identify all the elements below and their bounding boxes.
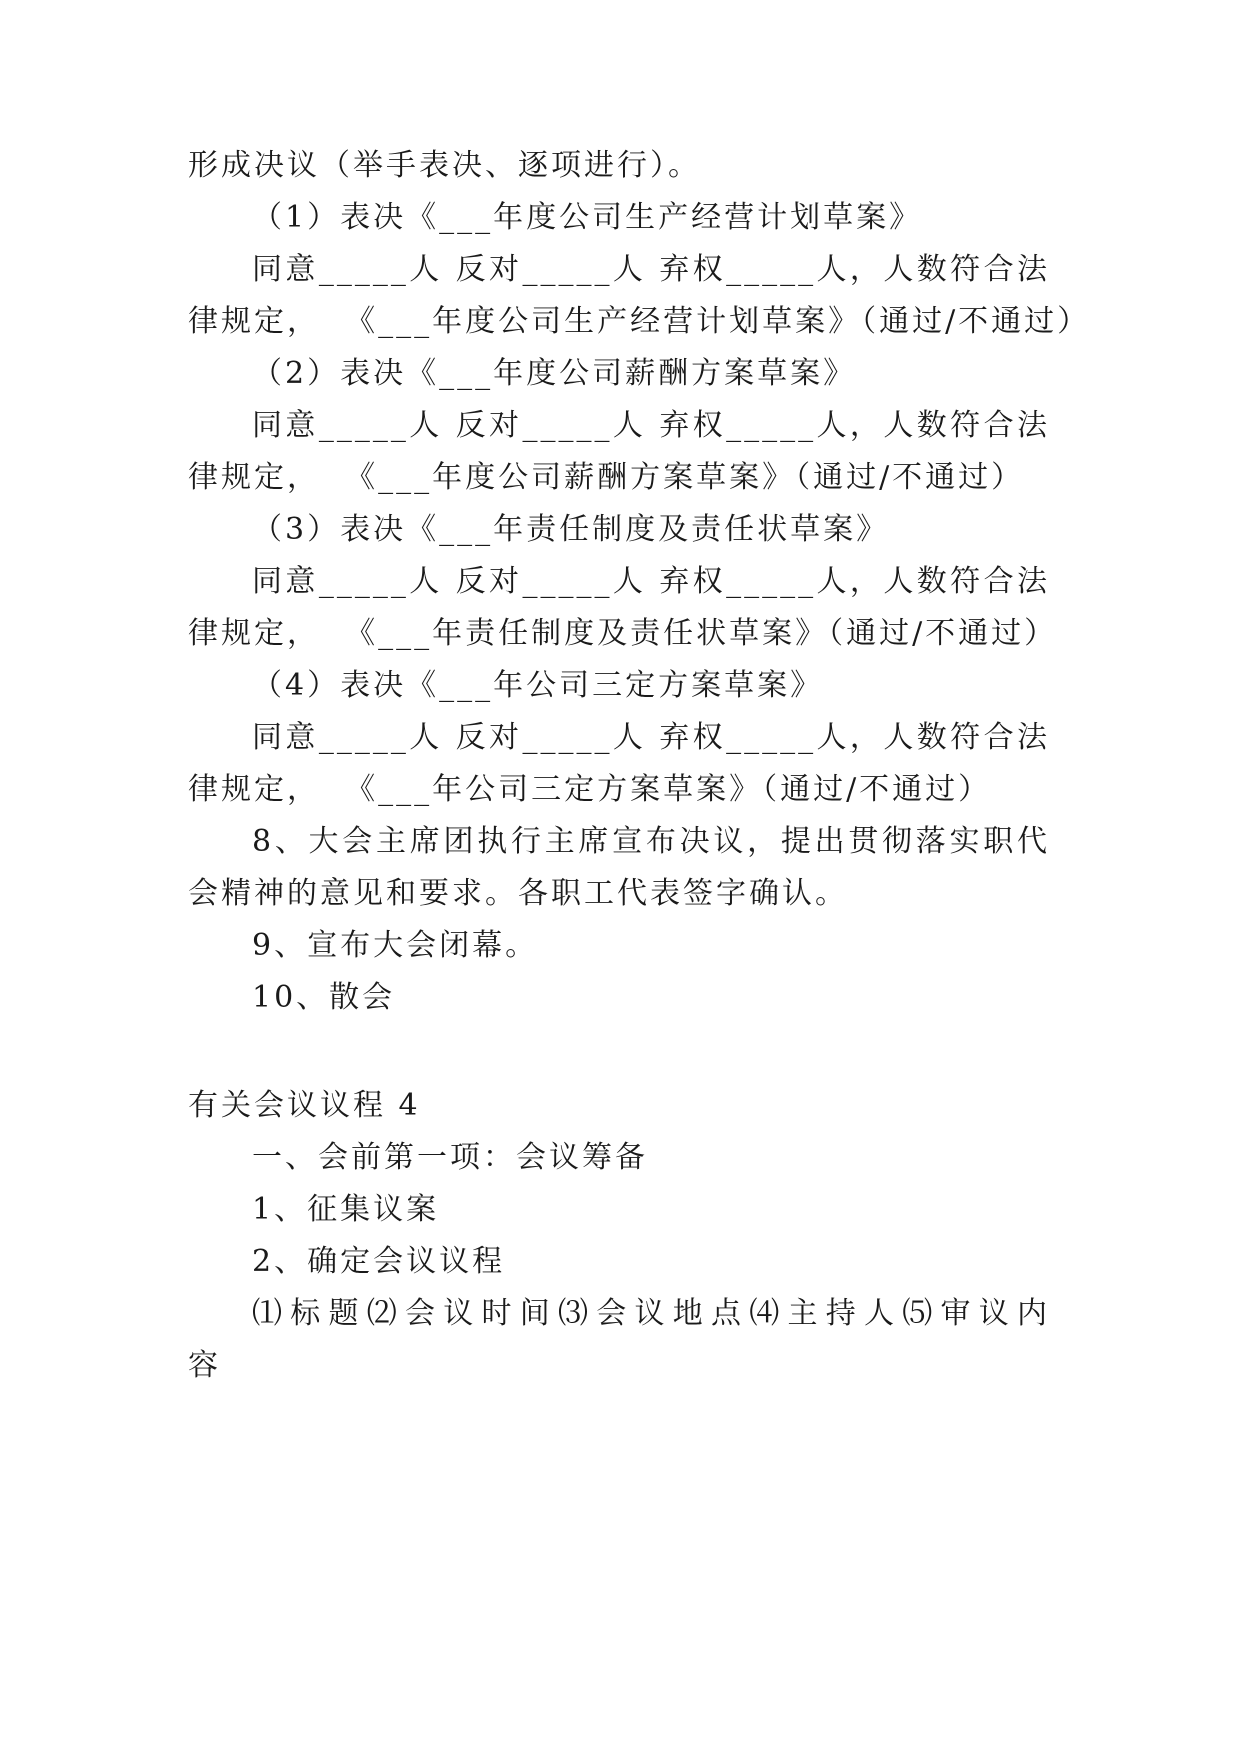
vote-item-1-result: 律规定， 《___年度公司生产经营计划草案》（通过/不通过） [188,304,1091,339]
step-10: 10、散会 [252,980,396,1015]
agenda-items-line-1: ⑴标题⑵会议时间⑶会议地点⑷主持人⑸审议内 [252,1296,1050,1331]
step-8-line-1: 8、大会主席团执行主席宣布决议，提出贯彻落实职代 [252,824,1050,859]
section-heading: 有关会议议程 4 [188,1088,421,1123]
vote-item-2-title: （2）表决《___年度公司薪酬方案草案》 [252,356,857,391]
vote-item-4-title: （4）表决《___年公司三定方案草案》 [252,668,824,703]
vote-item-2-result: 律规定， 《___年度公司薪酬方案草案》（通过/不通过） [188,460,1025,495]
vote-item-2-count: 同意_____人 反对_____人 弃权_____人，人数符合法 [252,408,1050,443]
resolution-intro: 形成决议（举手表决、逐项进行）。 [188,148,701,183]
vote-item-3-count: 同意_____人 反对_____人 弃权_____人，人数符合法 [252,564,1050,599]
set-agenda: 2、确定会议议程 [252,1244,506,1279]
subsection-1: 一、会前第一项：会议筹备 [252,1140,648,1175]
vote-item-3-result: 律规定， 《___年责任制度及责任状草案》（通过/不通过） [188,616,1058,651]
agenda-items-line-2: 容 [188,1348,221,1383]
step-9: 9、宣布大会闭幕。 [252,928,539,963]
collect-proposals: 1、征集议案 [252,1192,440,1227]
vote-item-4-count: 同意_____人 反对_____人 弃权_____人，人数符合法 [252,720,1050,755]
vote-item-1-title: （1）表决《___年度公司生产经营计划草案》 [252,200,923,235]
vote-item-3-title: （3）表决《___年责任制度及责任状草案》 [252,512,890,547]
step-8-line-2: 会精神的意见和要求。各职工代表签字确认。 [188,876,848,911]
vote-item-1-count: 同意_____人 反对_____人 弃权_____人，人数符合法 [252,252,1050,287]
vote-item-4-result: 律规定， 《___年公司三定方案草案》（通过/不通过） [188,772,992,807]
